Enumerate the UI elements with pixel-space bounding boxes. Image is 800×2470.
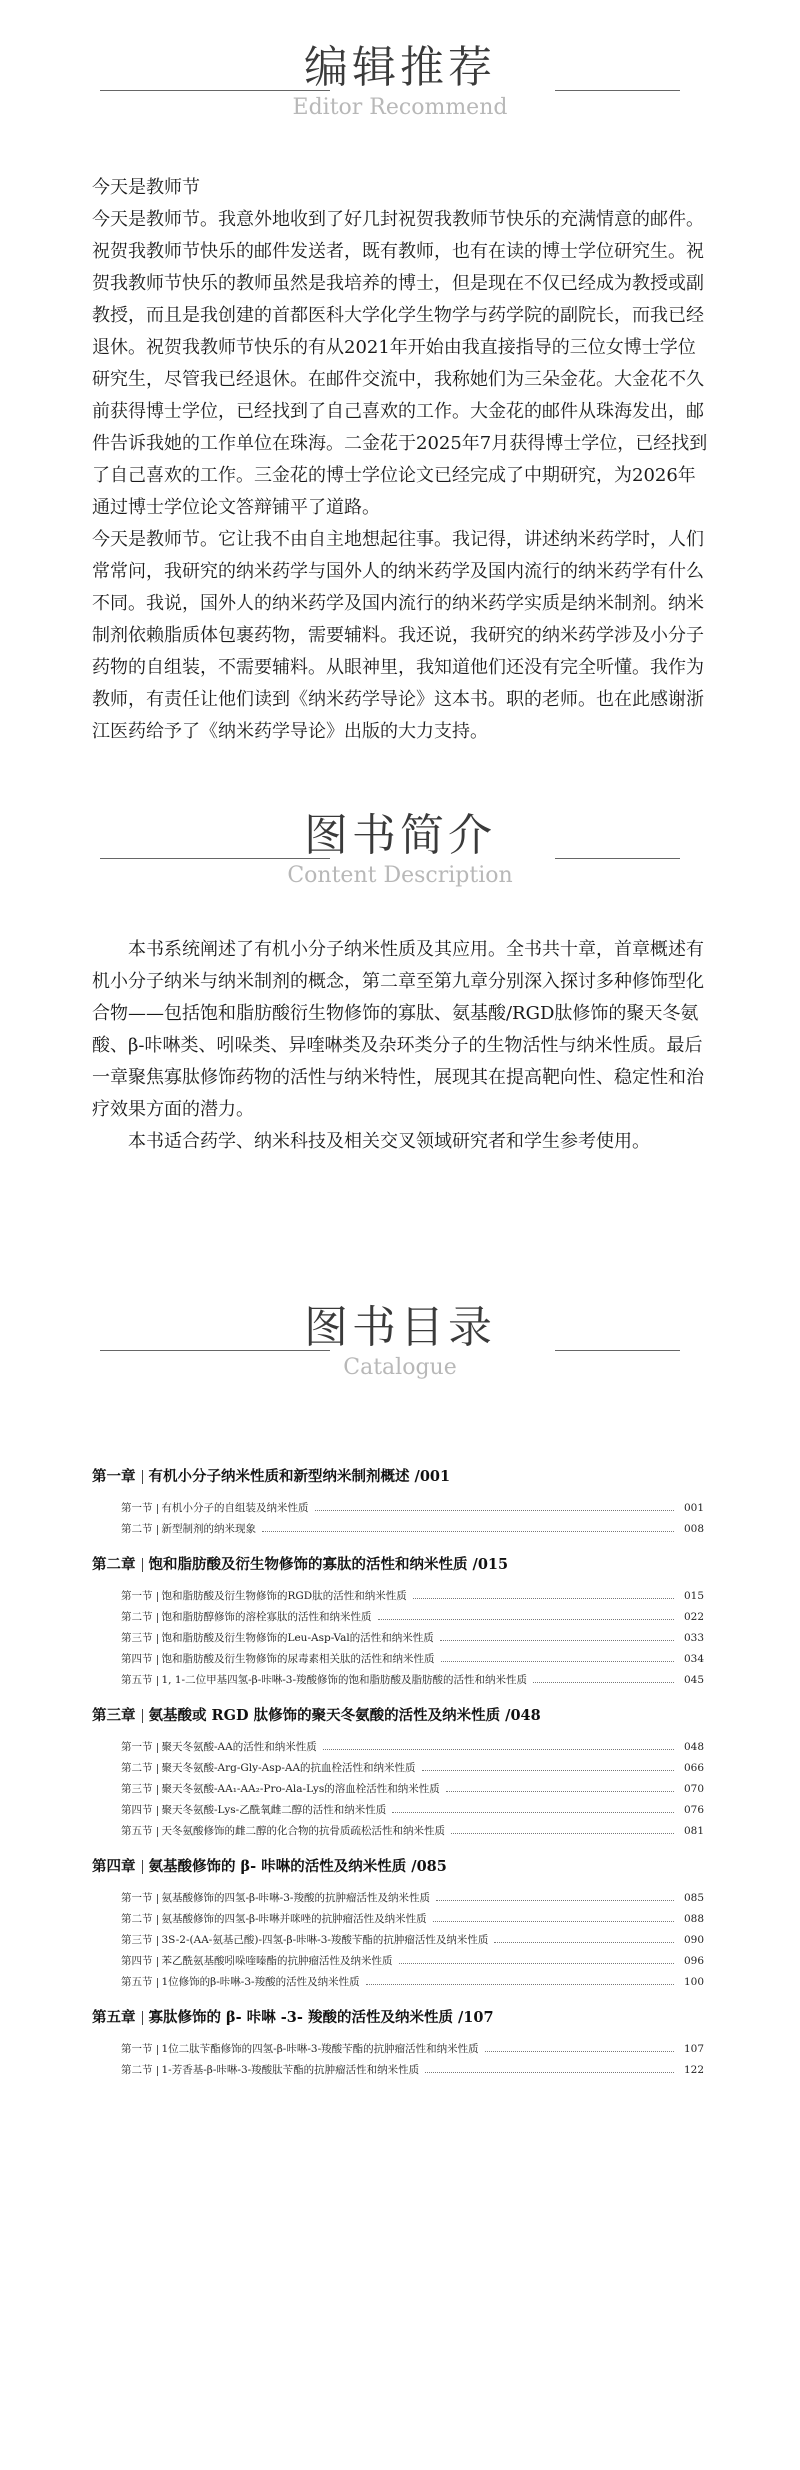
toc-section-row (92, 1649, 704, 1670)
section-title: 新型制剂的纳米现象 (161, 1523, 256, 1535)
divider (157, 1915, 158, 1925)
toc-section-row (92, 1737, 704, 1758)
section-number: 第三节 (121, 1934, 153, 1946)
dot-leader (366, 1984, 674, 1985)
dot-leader (422, 1770, 674, 1771)
section-title: 天冬氨酸修饰的雌二醇的化合物的抗骨质疏松活性和纳米性质 (161, 1825, 445, 1837)
chapter-number: 第三章 (92, 1707, 136, 1724)
section-number: 第一节 (121, 1502, 153, 1514)
section-number: 第二节 (121, 2064, 153, 2076)
section-number: 第四节 (121, 1955, 153, 1967)
toc-section-row (92, 1519, 704, 1540)
content-description-body (92, 934, 712, 1158)
chapter-title: 有机小分子纳米性质和新型纳米制剂概述 /001 (148, 1468, 451, 1485)
chapter-title: 饱和脂肪酸及衍生物修饰的寡肽的活性和纳米性质 /015 (148, 1556, 509, 1573)
divider (157, 1806, 158, 1816)
section-number: 第一节 (121, 1590, 153, 1602)
toc-section-row (92, 2039, 704, 2060)
toc-section-row (92, 1930, 704, 1951)
toc-section-row (92, 1586, 704, 1607)
dot-leader (494, 1942, 674, 1943)
chapter-title: 氨基酸或 RGD 肽修饰的聚天冬氨酸的活性及纳米性质 /048 (148, 1707, 541, 1724)
divider (142, 1709, 143, 1723)
section-number: 第五节 (121, 1976, 153, 1988)
chapter-heading (92, 1705, 704, 1727)
divider (157, 1827, 158, 1837)
catalogue-title: 图书目录 (304, 1302, 496, 1353)
toc-section-row (92, 2060, 704, 2081)
section-title: 饱和脂肪酸及衍生物修饰的Leu-Asp-Val的活性和纳米性质 (161, 1632, 434, 1644)
toc-section-row (92, 1498, 704, 1519)
page-number: 076 (683, 1804, 704, 1816)
dot-leader (378, 1619, 675, 1620)
toc-section-row (92, 1800, 704, 1821)
section-title: 1位修饰的β-咔啉-3-羧酸的活性及纳米性质 (161, 1976, 360, 1988)
divider (157, 1894, 158, 1904)
editor-paragraph: 今天是教师节 (92, 177, 200, 198)
section-title: 1位二肽苄酯修饰的四氢-β-咔啉-3-羧酸苄酯的抗肿瘤活性和纳米性质 (161, 2043, 479, 2055)
editor-recommend-header (0, 40, 800, 130)
section-number: 第五节 (121, 1825, 153, 1837)
content-description-title: 图书简介 (304, 810, 496, 861)
section-title: 氨基酸修饰的四氢-β-咔啉-3-羧酸的抗肿瘤活性及纳米性质 (161, 1892, 430, 1904)
dot-leader (440, 1640, 674, 1641)
divider (157, 1957, 158, 1967)
page-number: 015 (683, 1590, 704, 1602)
chapter-heading (92, 2007, 704, 2029)
divider (142, 1860, 143, 1874)
editor-paragraph: 今天是教师节。它让我不由自主地想起往事。我记得，讲述纳米药学时，人们常常问，我研究的纳米药学与国外人的纳米药学及国内流行的纳米药学有什么不同。我说，国外人的纳米药学及国内流行的纳米药学实质是纳米制剂。纳米制剂依赖脂质体包裹药物，需要辅料。我还说，我研究的纳米药学涉及小分子药物的自组装，不需要辅料。从眼神里，我知道他们还没有完全听懂。我作为教师，有责任让他们读到《纳米药学导论》这本书。职的老师。也在此感谢浙江医药给予了《纳米药学导论》出版的大力支持。 (92, 529, 704, 742)
catalogue-subtitle: Catalogue (343, 1355, 457, 1380)
page-number: 081 (683, 1825, 704, 1837)
dot-leader (399, 1963, 675, 1964)
toc-section-row (92, 1779, 704, 1800)
toc-section-row (92, 1607, 704, 1628)
section-title: 聚天冬氨酸-Lys-乙酰氧雌二醇的活性和纳米性质 (161, 1804, 387, 1816)
page-number: 100 (683, 1976, 704, 1988)
section-number: 第四节 (121, 1804, 153, 1816)
section-number: 第四节 (121, 1653, 153, 1665)
dot-leader (533, 1682, 674, 1683)
divider (157, 1504, 158, 1514)
dot-leader (441, 1661, 675, 1662)
dot-leader (436, 1900, 674, 1901)
dot-leader (323, 1749, 674, 1750)
toc-section-row (92, 1758, 704, 1779)
chapter-heading (92, 1554, 704, 1576)
page-number: 070 (683, 1783, 704, 1795)
section-number: 第一节 (121, 2043, 153, 2055)
dot-leader (262, 1531, 674, 1532)
page-number: 048 (683, 1741, 704, 1753)
section-number: 第二节 (121, 1523, 153, 1535)
section-title: 苯乙酰氨基酸吲哚喹嗪酯的抗肿瘤活性及纳米性质 (161, 1955, 393, 1967)
table-of-contents (92, 1466, 704, 2081)
divider (157, 1525, 158, 1535)
divider (157, 1634, 158, 1644)
chapter-number: 第四章 (92, 1858, 136, 1875)
divider (157, 1743, 158, 1753)
page-number: 045 (683, 1674, 704, 1686)
description-paragraph: 本书适合药学、纳米科技及相关交叉领域研究者和学生参考使用。 (128, 1131, 650, 1152)
dot-leader (425, 2072, 674, 2073)
section-title: 1, 1-二位甲基四氢-β-咔啉-3-羧酸修饰的饱和脂肪酸及脂肪酸的活性和纳米性质 (161, 1674, 528, 1686)
toc-section-row (92, 1909, 704, 1930)
section-number: 第二节 (121, 1762, 153, 1774)
section-title: 1-芳香基-β-咔啉-3-羧酸肽苄酯的抗肿瘤活性和纳米性质 (161, 2064, 420, 2076)
section-title: 聚天冬氨酸-AA₁-AA₂-Pro-Ala-Lys的溶血栓活性和纳米性质 (161, 1783, 440, 1795)
page-number: 107 (683, 2043, 704, 2055)
page-number: 088 (683, 1913, 704, 1925)
divider (157, 2066, 158, 2076)
page-number: 034 (683, 1653, 704, 1665)
divider (142, 1470, 143, 1484)
section-title: 饱和脂肪酸及衍生物修饰的尿毒素相关肽的活性和纳米性质 (161, 1653, 435, 1665)
dot-leader (446, 1791, 674, 1792)
dot-leader (413, 1598, 674, 1599)
content-description-subtitle: Content Description (287, 863, 513, 888)
divider (157, 1978, 158, 1988)
section-number: 第五节 (121, 1674, 153, 1686)
dot-leader (451, 1833, 674, 1834)
toc-section-row (92, 1972, 704, 1993)
chapter-title: 寡肽修饰的 β- 咔啉 -3- 羧酸的活性及纳米性质 /107 (148, 2009, 494, 2026)
editor-paragraph: 今天是教师节。我意外地收到了好几封祝贺我教师节快乐的充满情意的邮件。祝贺我教师节快乐的邮件发送者，既有教师，也有在读的博士学位研究生。祝贺我教师节快乐的教师虽然是我培养的博士，但是现在不仅已经成为教授或副教授，而且是我创建的首都医科大学化学生物学与药学院的副院长，而我已经退休。祝贺我教师节快乐的有从2021年开始由我直接指导的三位女博士学位研究生，尽管我已经退休。在邮件交流中，我称她们为三朵金花。大金花不久前获得博士学位，已经找到了自己喜欢的工作。大金花的邮件从珠海发出，邮件告诉我她的工作单位在珠海。二金花于2025年7月获得博士学位，已经找到了自己喜欢的工作。三金花的博士学位论文已经完成了中期研究，为2026年通过博士学位论文答辩铺平了道路。 (92, 209, 708, 518)
section-title: 聚天冬氨酸-Arg-Gly-Asp-AA的抗血栓活性和纳米性质 (161, 1762, 416, 1774)
chapter-number: 第一章 (92, 1468, 136, 1485)
section-number: 第三节 (121, 1783, 153, 1795)
page-number: 066 (683, 1762, 704, 1774)
toc-section-row (92, 1628, 704, 1649)
dot-leader (392, 1812, 674, 1813)
page-number: 001 (683, 1502, 704, 1514)
section-number: 第二节 (121, 1913, 153, 1925)
page-number: 008 (683, 1523, 704, 1535)
dot-leader (315, 1510, 675, 1511)
dot-leader (433, 1921, 674, 1922)
section-title: 氨基酸修饰的四氢-β-咔啉并咪唑的抗肿瘤活性及纳米性质 (161, 1913, 427, 1925)
toc-section-row (92, 1821, 704, 1842)
divider (157, 1785, 158, 1795)
section-number: 第二节 (121, 1611, 153, 1623)
chapter-heading (92, 1856, 704, 1878)
divider (157, 1936, 158, 1946)
section-number: 第一节 (121, 1892, 153, 1904)
divider (142, 1558, 143, 1572)
catalogue-header (0, 1300, 800, 1390)
section-number: 第一节 (121, 1741, 153, 1753)
content-description-header (0, 808, 800, 898)
divider (142, 2011, 143, 2025)
section-title: 有机小分子的自组装及纳米性质 (161, 1502, 309, 1514)
description-paragraph: 本书系统阐述了有机小分子纳米性质及其应用。全书共十章，首章概述有机小分子纳米与纳米制剂的概念，第二章至第九章分别深入探讨多种修饰型化合物——包括饱和脂肪酸衍生物修饰的寡肽、氨基酸/RGD肽修饰的聚天冬氨酸、β-咔啉类、吲哚类、异喹啉类及杂环类分子的生物活性与纳米性质。最后一章聚焦寡肽修饰药物的活性与纳米特性，展现其在提高靶向性、稳定性和治疗效果方面的潜力。 (92, 939, 704, 1120)
toc-section-row (92, 1888, 704, 1909)
divider (157, 1613, 158, 1623)
page-number: 033 (683, 1632, 704, 1644)
page-number: 022 (683, 1611, 704, 1623)
page-number: 085 (683, 1892, 704, 1904)
divider (157, 1655, 158, 1665)
divider (157, 1764, 158, 1774)
chapter-number: 第五章 (92, 2009, 136, 2026)
page-number: 090 (683, 1934, 704, 1946)
dot-leader (485, 2051, 674, 2052)
chapter-title: 氨基酸修饰的 β- 咔啉的活性及纳米性质 /085 (148, 1858, 447, 1875)
toc-section-row (92, 1951, 704, 1972)
section-title: 饱和脂肪醇修饰的溶栓寡肽的活性和纳米性质 (161, 1611, 372, 1623)
chapter-heading (92, 1466, 704, 1488)
toc-section-row (92, 1670, 704, 1691)
section-title: 聚天冬氨酸-AA的活性和纳米性质 (161, 1741, 317, 1753)
divider (157, 1592, 158, 1602)
page-number: 122 (683, 2064, 704, 2076)
page-number: 096 (683, 1955, 704, 1967)
editor-recommend-title: 编辑推荐 (304, 42, 496, 93)
section-title: 3S-2-(AA-氨基己酸)-四氢-β-咔啉-3-羧酸苄酯的抗肿瘤活性及纳米性质 (161, 1934, 489, 1946)
editor-recommend-body (92, 172, 712, 748)
editor-recommend-subtitle: Editor Recommend (292, 95, 508, 120)
divider (157, 2045, 158, 2055)
divider (157, 1676, 158, 1686)
chapter-number: 第二章 (92, 1556, 136, 1573)
section-number: 第三节 (121, 1632, 153, 1644)
section-title: 饱和脂肪酸及衍生物修饰的RGD肽的活性和纳米性质 (161, 1590, 407, 1602)
